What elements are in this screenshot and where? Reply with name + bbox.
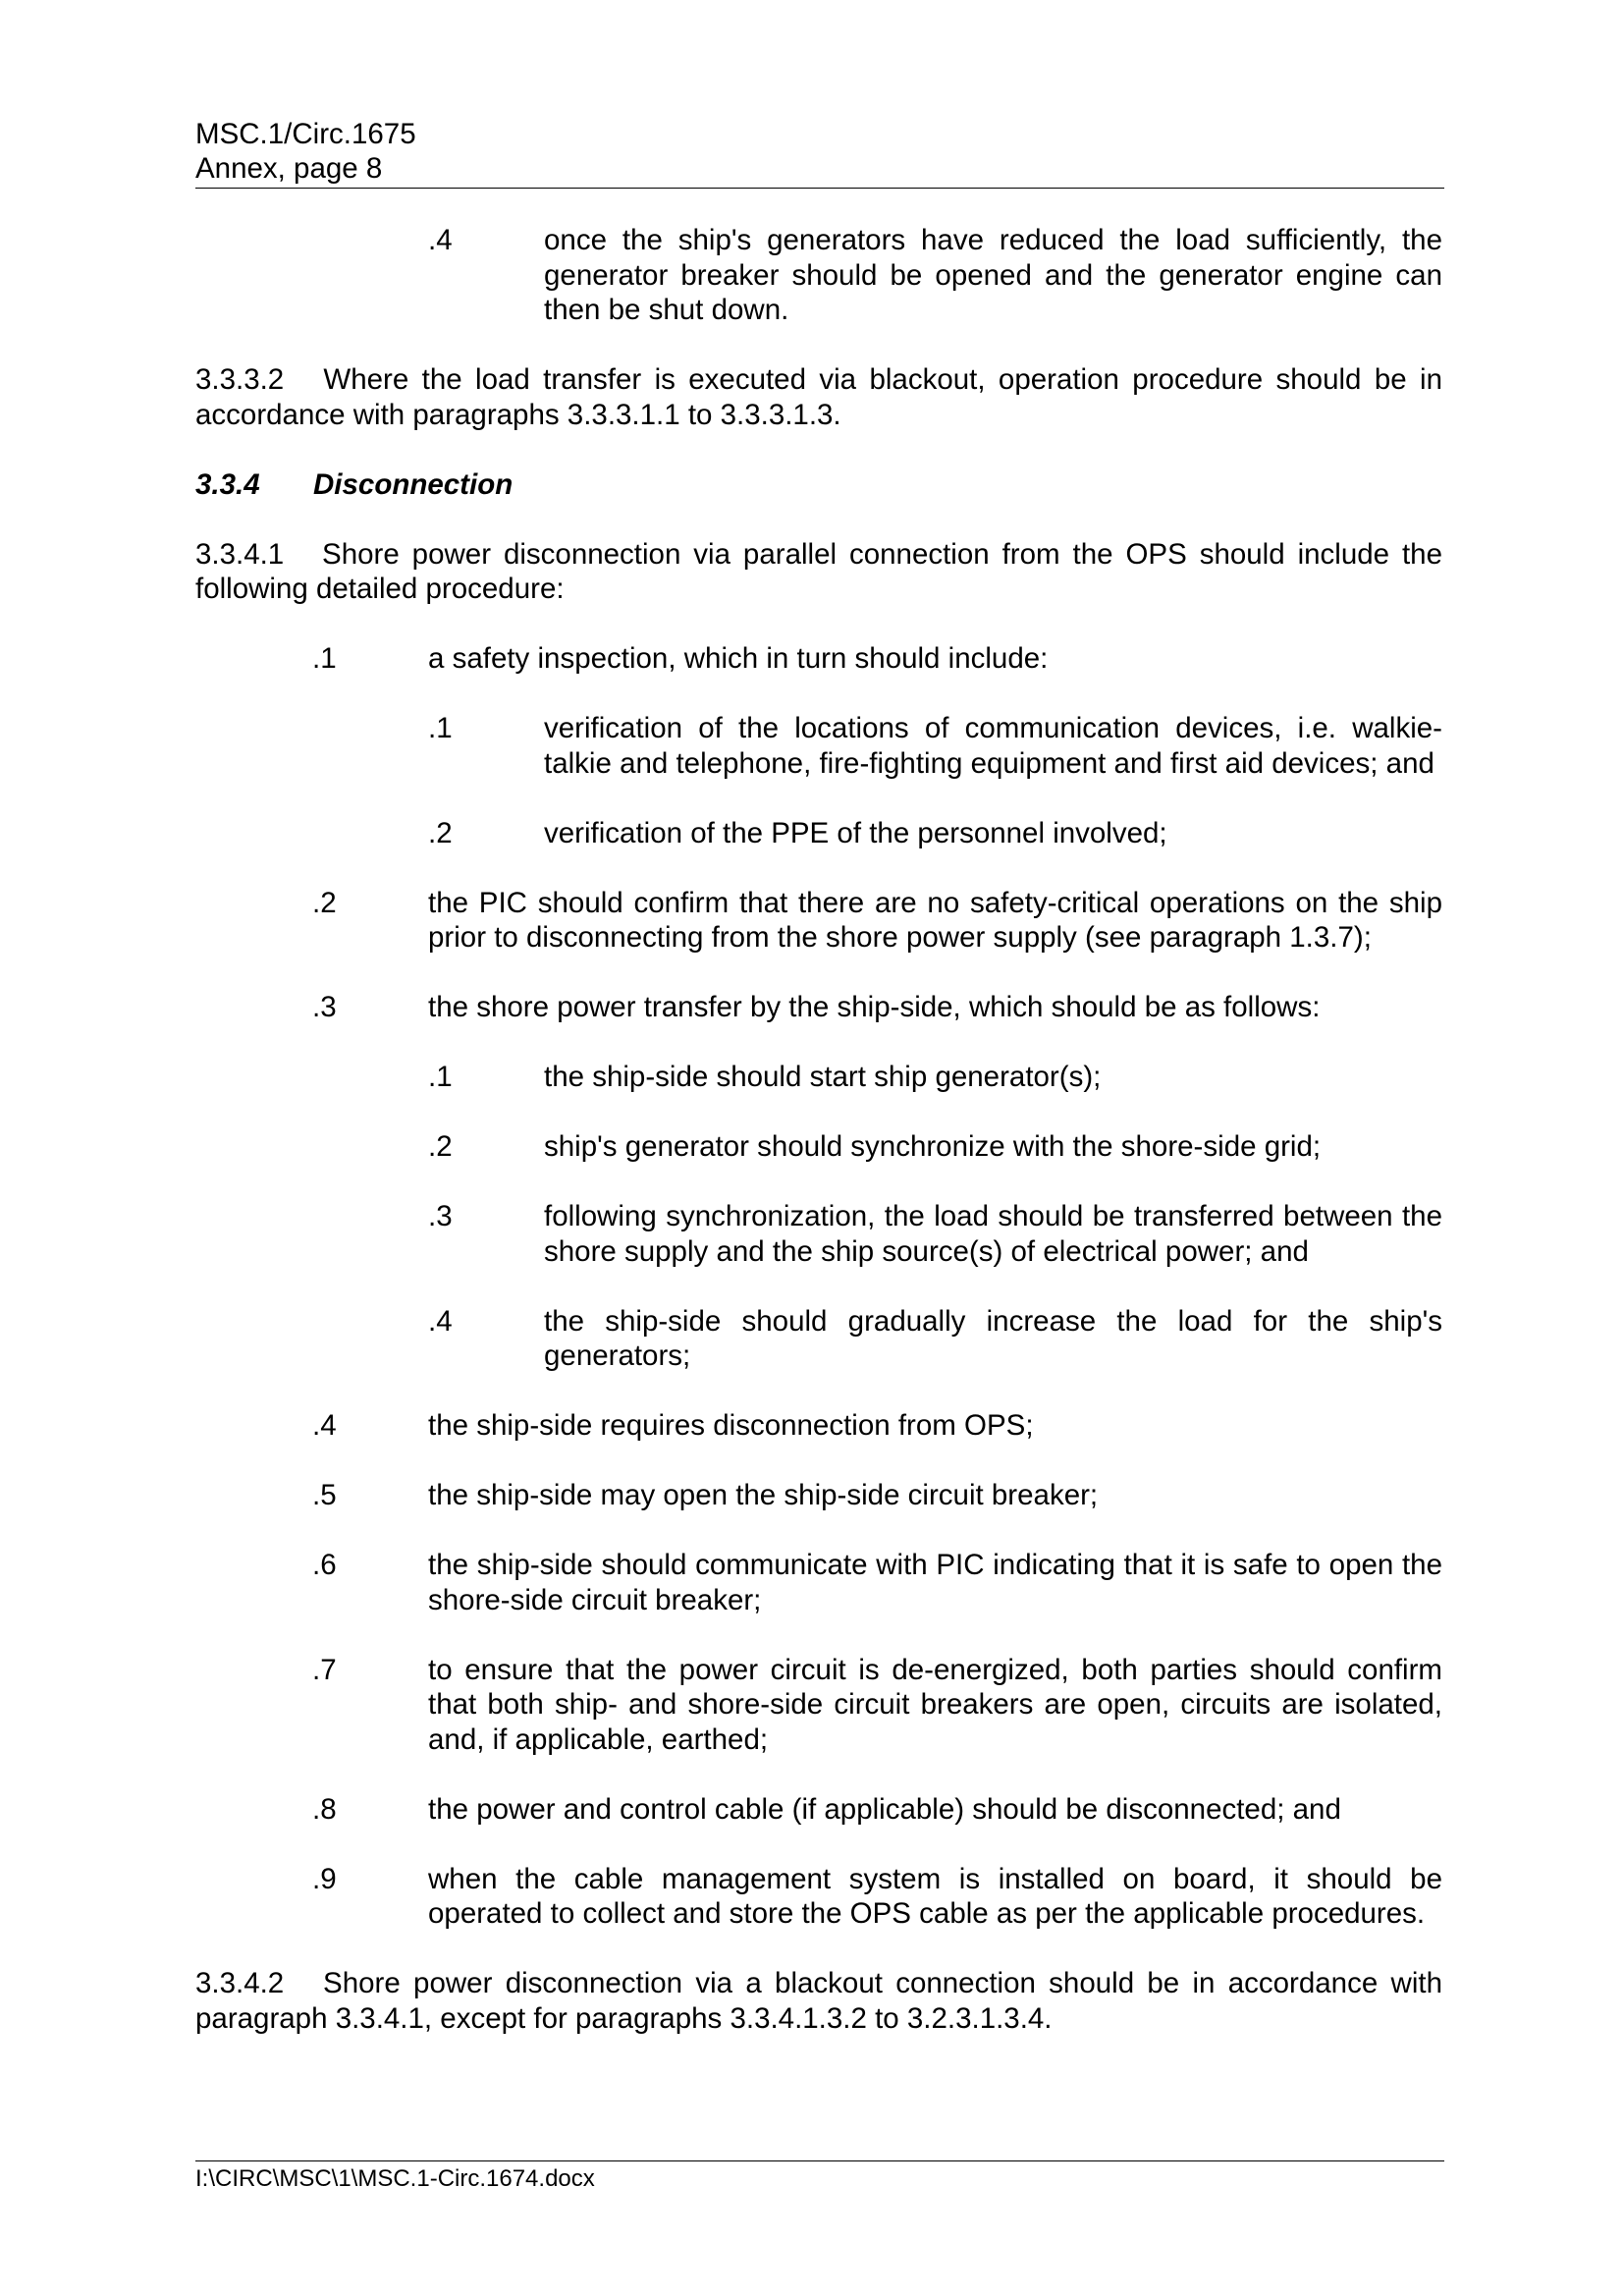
page-label: Annex, page 8 (195, 152, 383, 185)
paragraph-3-3-4-2: 3.3.4.2 Shore power disconnection via a blackout connection should be in accordance with paragraph 3.3.4.1, except for paragraphs 3.3.4.1.3.2 to 3.2.3.1.3.4. (195, 1967, 1451, 2035)
section-title: Disconnection (313, 467, 514, 501)
header-divider (195, 188, 1444, 189)
item-text: a safety inspection, which in turn should include: (428, 642, 1049, 675)
sub-list-item (195, 1060, 1442, 1095)
page-header (195, 117, 1444, 186)
list-item (195, 1653, 1442, 1758)
list-item (195, 641, 1442, 677)
item-text: verification of the PPE of the personnel involved; (544, 816, 1167, 849)
list-item (195, 223, 1442, 328)
item-number: .3 (312, 991, 337, 1023)
list-item (195, 1862, 1442, 1932)
item-text: once the ship's generators have reduced the load sufficiently, the generator breaker should be opened and the generator engine can then be shut down. (544, 224, 1442, 326)
list-item (195, 1548, 1442, 1617)
item-text: the ship-side should gradually increase the load for the ship's generators; (544, 1304, 1442, 1372)
item-number: .2 (428, 816, 453, 849)
paragraph-3-3-4-1: 3.3.4.1 Shore power disconnection via parallel connection from the OPS should include the following detailed procedure: (195, 537, 1451, 605)
list-item (195, 1408, 1442, 1444)
item-number: .4 (312, 1409, 337, 1442)
item-text: the ship-side should communicate with PIC indicating that it is safe to open the shore-side circuit breaker; (428, 1549, 1442, 1616)
list-item (195, 886, 1442, 956)
document-body (195, 223, 1451, 2036)
item-text: to ensure that the power circuit is de-energized, both parties should confirm that both ship- and shore-side circuit breakers are open, circuits are isolated, and, if applicable, earthed; (428, 1653, 1442, 1756)
item-text: verification of the locations of communication devices, i.e. walkie-talkie and telephone, fire-fighting equipment and first aid devices; and (544, 712, 1442, 780)
list-item (195, 990, 1442, 1025)
item-text: the ship-side requires disconnection from OPS; (428, 1409, 1034, 1442)
item-text: following synchronization, the load should be transferred between the shore supply and the ship source(s) of electrical power; and (544, 1200, 1442, 1268)
item-number: .1 (428, 712, 453, 744)
sub-list-item (195, 711, 1442, 781)
footer-divider (195, 2160, 1444, 2161)
item-number: .3 (428, 1200, 453, 1232)
item-number: .9 (312, 1862, 337, 1895)
item-number: .4 (428, 224, 453, 256)
procedure-list (195, 641, 1442, 1932)
file-path: I:\CIRC\MSC\1\MSC.1-Circ.1674.docx (195, 2165, 595, 2192)
item-text: the ship-side should start ship generator(s); (544, 1061, 1102, 1093)
item-number: .7 (312, 1653, 337, 1686)
item-number: .8 (312, 1792, 337, 1826)
section-heading (195, 467, 1442, 503)
item-number: .5 (312, 1479, 337, 1511)
sub-list-item (195, 816, 1442, 851)
item-text: the PIC should confirm that there are no safety-critical operations on the ship prior to disconnecting from the shore power supply (see paragraph 1.3.7); (428, 886, 1442, 954)
item-number: .6 (312, 1549, 337, 1581)
list-item (195, 1792, 1442, 1828)
section-number: 3.3.4 (195, 467, 260, 501)
sub-list-item (195, 1129, 1442, 1165)
item-number: .1 (428, 1061, 453, 1093)
item-text: ship's generator should synchronize with the shore-side grid; (544, 1130, 1322, 1163)
sub-list-item (195, 1199, 1442, 1269)
item-number: .1 (312, 642, 337, 675)
paragraph-3-3-3-2: 3.3.3.2 Where the load transfer is executed via blackout, operation procedure should be in accordance with paragraphs 3.3.3.1.1 to 3.3.3.1.3. (195, 363, 1451, 431)
item-number: .4 (428, 1304, 453, 1338)
item-number: .2 (428, 1130, 453, 1163)
item-text: the shore power transfer by the ship-side, which should be as follows: (428, 991, 1321, 1023)
item-text: when the cable management system is installed on board, it should be operated to collect and store the OPS cable as per the applicable procedures. (428, 1862, 1442, 1930)
item-number: .2 (312, 886, 337, 919)
item-text: the power and control cable (if applicable) should be disconnected; and (428, 1792, 1341, 1826)
item-text: the ship-side may open the ship-side circuit breaker; (428, 1479, 1099, 1511)
document-reference: MSC.1/Circ.1675 (195, 118, 416, 150)
list-item (195, 1478, 1442, 1513)
sub-list-item (195, 1304, 1442, 1374)
